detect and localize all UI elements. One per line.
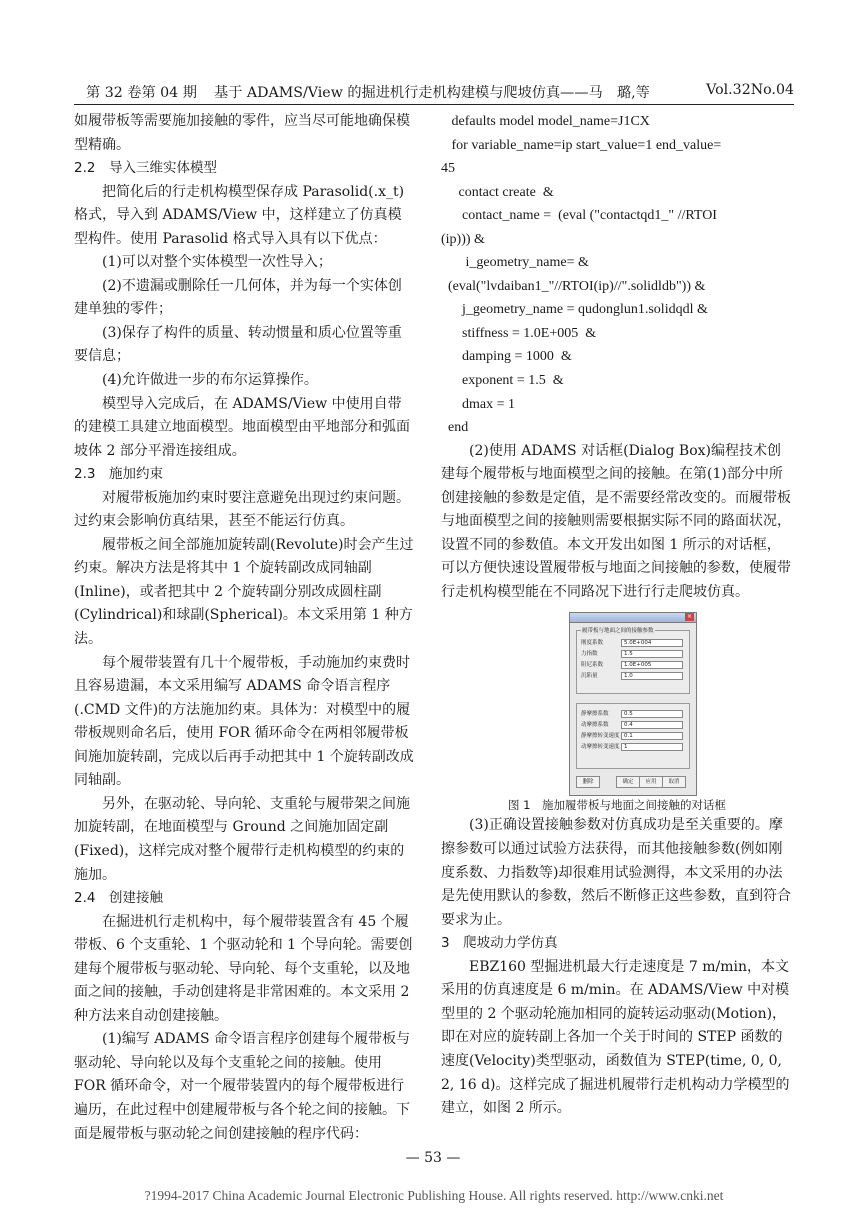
- dialog-button[interactable]: 确定: [616, 776, 640, 788]
- param-field[interactable]: 1: [621, 743, 683, 751]
- paragraph: 对履带板施加约束时要注意避免出现过约束问题。过约束会影响仿真结果，甚至不能运行仿真。: [74, 489, 410, 530]
- contact-params-group: [576, 630, 690, 694]
- param-field[interactable]: 0.4: [621, 721, 683, 729]
- section-heading: 2.3 施加约束: [74, 466, 163, 483]
- code-line: exponent = 1.5 &: [441, 373, 564, 389]
- dialog-title-bar: [570, 613, 696, 623]
- paragraph: 模型导入完成后，在 ADAMS/View 中使用自带的建模工具建立地面模型。地面模型由平地部分和弧面坡体 2 部分平滑连接组成。: [74, 395, 410, 459]
- param-field[interactable]: 1.0E+005: [621, 661, 683, 669]
- param-label: 阻尼系数: [581, 662, 604, 669]
- code-line: j_geometry_name = qudonglun1.solidqdl &: [441, 302, 708, 318]
- header-rule: [74, 104, 794, 105]
- paragraph: (1)可以对整个实体模型一次性导入；: [102, 254, 332, 271]
- code-line: damping = 1000 &: [441, 349, 572, 365]
- param-row: [581, 650, 685, 659]
- paragraph: 把简化后的行走机构模型保存成 Parasolid(.x_t)格式，导入到 ADAMS/View 中，这样建立了仿真模型构件。使用 Parasolid 格式导入具有以下优点：: [74, 183, 405, 247]
- param-label: 静摩擦转变速度: [581, 733, 620, 740]
- running-header: [74, 82, 794, 102]
- paragraph: EBZ160 型掘进机最大行走速度是 7 m/min，本文采用的仿真速度是 6 m/min。在 ADAMS/View 中对模型里的 2 个驱动轮施加相同的旋转运动驱动(Motion)，即在对应的旋转副上各加一个关于时间的 STEP 函数的速度(Velocity)类型驱动，函数值为 STEP(time, 0, 0, 2, 16 d)。这样完成了掘进机履带行走机构动力学模型的建立，如图 2 所示。: [441, 958, 790, 1117]
- paragraph: 每个履带装置有几十个履带板，手动施加约束费时且容易遗漏，本文采用编写 ADAMS 命令语言程序(.CMD 文件)的方法施加约束。具体为：对模型中的履带板规则命名后，使用 FOR 循环命令在两相邻履带板间施加旋转副，完成以后再手动把其中 1 个旋转副改成同轴副。: [74, 654, 414, 789]
- section-heading: 3 爬坡动力学仿真: [441, 935, 558, 952]
- dialog-button[interactable]: 应用: [639, 776, 663, 788]
- paragraph: (3)正确设置接触参数对仿真成功是至关重要的。摩擦参数可以通过试验方法获得，而其他接触参数(例如刚度系数、力指数等)却很难用试验测得，本文采用的办法是先使用默认的参数，然后不断修正这些参数，直到符合要求为止。: [441, 817, 791, 928]
- right-text-before-figure: [441, 440, 793, 605]
- section-heading: 2.4 创建接触: [74, 890, 163, 907]
- param-field[interactable]: 1.5: [621, 650, 683, 658]
- figure-caption: 图 1 施加履带板与地面之间接触的对话框: [508, 798, 726, 813]
- code-line: end: [441, 420, 469, 436]
- right-text-after-figure: [441, 814, 793, 932]
- section-heading: 2.2 导入三维实体模型: [74, 160, 217, 177]
- dialog-button[interactable]: 删除: [576, 776, 600, 788]
- right-column: [441, 110, 793, 1121]
- paragraph: (4)允许做进一步的布尔运算操作。: [102, 372, 318, 389]
- code-line: for variable_name=ip start_value=1 end_value=: [441, 137, 722, 153]
- paragraph: (2)使用 ADAMS 对话框(Dialog Box)编程技术创建每个履带板与地面模型之间的接触。在第(1)部分中所创建接触的参数是定值，是不需要经常改变的。而履带板与地面模型之间的接触则需要根据实际不同的路面状况，设置不同的参数值。本文开发出如图 1 所示的对话框，可以方便快速设置履带板与地面之间接触的参数，使履带行走机构模型能在不同路况下进行行走爬坡仿真。: [441, 442, 791, 600]
- code-line: dmax = 1: [441, 396, 515, 412]
- left-column: [74, 110, 414, 1146]
- param-label: 静摩擦系数: [581, 711, 609, 718]
- param-row: [581, 710, 685, 719]
- param-field[interactable]: 0.1: [621, 732, 683, 740]
- paragraph: (2)不遗漏或删除任一几何体，并为每一个实体创建单独的零件；: [74, 277, 402, 318]
- param-label: 动摩擦系数: [581, 722, 609, 729]
- param-label: 动摩擦转变速度: [581, 744, 620, 751]
- param-label: 沉陷量: [581, 673, 598, 680]
- param-label: 力指数: [581, 651, 598, 658]
- header-issue: Vol.32No.04: [706, 82, 794, 98]
- code-line: defaults model model_name=J1CX: [441, 114, 650, 129]
- param-field[interactable]: 5.0E+004: [621, 639, 683, 647]
- paragraph: 在掘进机行走机构中，每个履带装置含有 45 个履带板、6 个支重轮、1 个驱动轮和 1 个导向轮。需要创建每个履带板与驱动轮、导向轮、每个支重轮，以及地面之间的接触，手动创建将是非常困难的。本文采用 2 种方法来自动创建接触。: [74, 913, 413, 1024]
- close-icon: ×: [686, 613, 693, 621]
- friction-params-group: [576, 703, 690, 769]
- param-label: 刚度系数: [581, 640, 604, 647]
- dialog-button[interactable]: 取消: [662, 776, 686, 788]
- code-block: [441, 110, 793, 440]
- param-row: [581, 661, 685, 670]
- group-title: 履带板与地面之间的接触参数: [582, 628, 654, 635]
- param-field[interactable]: 1.0: [621, 672, 683, 680]
- copyright-footer: ?1994-2017 China Academic Journal Electronic Publishing House. All rights reserved. http://www.cnki.net: [144, 1188, 724, 1203]
- code-line: (eval("lvdaiban1_"//RTOI(ip)//".solidldb")) &: [441, 278, 706, 294]
- code-line: stiffness = 1.0E+005 &: [441, 325, 597, 341]
- dialog-buttons: [576, 776, 690, 788]
- param-row: [581, 721, 685, 730]
- paragraph: 如履带板等需要施加接触的零件，应当尽可能地确保模型精确。: [74, 113, 410, 153]
- paragraph: 另外，在驱动轮、导向轮、支重轮与履带架之间施加旋转副，在地面模型与 Ground 之间施加固定副(Fixed)，这样完成对整个履带行走机构模型的约束的施加。: [74, 795, 410, 883]
- paragraph: 履带板之间全部施加旋转副(Revolute)时会产生过约束。解决方法是将其中 1 个旋转副改成同轴副(Inline)，或者把其中 2 个旋转副分别改成圆柱副(Cylindrical)和球副(Spherical)。本文采用第 1 种方法。: [74, 536, 414, 648]
- param-row: [581, 639, 685, 648]
- header-title: 基于 ADAMS/View 的掘进机行走机构建模与爬坡仿真——马 璐,等: [214, 85, 650, 101]
- paragraph: (3)保存了构件的质量、转动惯量和质心位置等重要信息；: [74, 324, 402, 365]
- code-line: contact_name = (eval ("contactqd1_" //RTOI: [441, 208, 717, 224]
- page-number: — 53 —: [405, 1150, 461, 1166]
- code-line: contact create &: [441, 184, 554, 200]
- param-row: [581, 732, 685, 741]
- param-row: [581, 743, 685, 752]
- paragraph: (1)编写 ADAMS 命令语言程序创建每个履带板与驱动轮、导向轮以及每个支重轮之间的接触。使用 FOR 循环命令，对一个履带装置内的每个履带板进行遍历，在此过程中创建履带板与各个轮之间的接触。下面是履带板与驱动轮之间创建接触的程序代码：: [74, 1031, 411, 1142]
- code-line: (ip))) &: [441, 231, 485, 247]
- header-volume: 第 32 卷第 04 期: [86, 85, 197, 101]
- code-line: 45: [441, 161, 455, 177]
- contact-dialog-figure: [569, 612, 697, 796]
- param-field[interactable]: 0.5: [621, 710, 683, 718]
- code-line: i_geometry_name= &: [441, 255, 589, 271]
- param-row: [581, 672, 685, 681]
